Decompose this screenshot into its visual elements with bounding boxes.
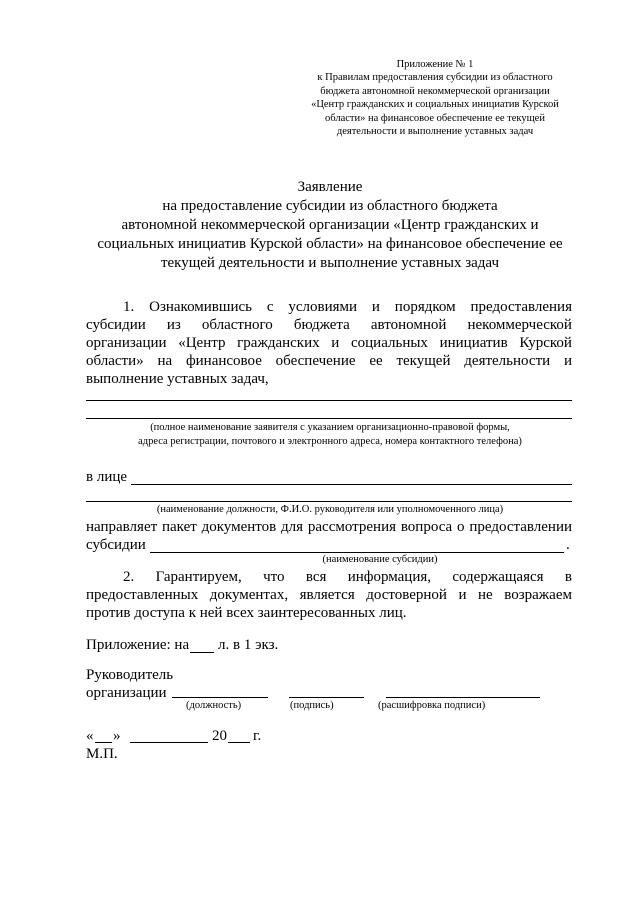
- position-field[interactable]: [172, 697, 268, 698]
- word: и: [371, 299, 380, 315]
- paragraph-line: [86, 568, 572, 586]
- word: пакет: [161, 519, 197, 535]
- word: «Центр: [178, 335, 226, 351]
- applicant-name-field-line-2[interactable]: [86, 418, 572, 419]
- date-year-prefix: 20: [212, 728, 227, 744]
- word: из: [166, 317, 181, 333]
- word: вся: [305, 569, 327, 585]
- word: предоставления: [470, 299, 572, 315]
- subsidy-end-dot: .: [566, 537, 570, 553]
- word: Курской: [519, 335, 572, 351]
- title-line: текущей деятельности и выполнение уставных задач: [160, 255, 500, 271]
- word: условиями: [288, 299, 358, 315]
- word: Гарантируем,: [155, 569, 242, 585]
- title-line: на предоставление субсидии из областного бюджета: [162, 198, 498, 214]
- word: порядком: [394, 299, 456, 315]
- paragraph-1: [86, 298, 572, 388]
- paragraph-line: [86, 352, 572, 370]
- word: на: [157, 353, 173, 369]
- word: текущей: [396, 353, 451, 369]
- position-caption: (должность): [186, 700, 242, 711]
- signature-field[interactable]: [289, 697, 364, 698]
- appendix-line: Приложение № 1: [396, 59, 474, 70]
- word: областного: [201, 317, 273, 333]
- stamp-label: М.П.: [86, 746, 118, 762]
- represented-by-label: в лице: [86, 469, 128, 485]
- word: ее: [369, 353, 383, 369]
- appendix-line: области» на финансовое обеспечение ее текущей: [325, 112, 545, 124]
- word: 1.: [123, 299, 135, 315]
- word: области»: [86, 353, 144, 369]
- word: документов: [201, 519, 277, 535]
- title-line: социальных инициатив Курской области» на финансовое обеспечение ее: [97, 236, 563, 252]
- word: выполнение уставных задач,: [86, 371, 269, 387]
- word: предоставлении: [469, 519, 572, 535]
- appendix-header: [270, 58, 600, 138]
- paragraph-line: [86, 604, 572, 622]
- word: для: [281, 519, 304, 535]
- applicant-name-field-line-1[interactable]: [86, 400, 572, 401]
- word: предоставленных: [86, 587, 199, 603]
- paragraph-line: [86, 316, 572, 334]
- appendix-line: бюджета автономной некоммерческой организации: [320, 85, 550, 97]
- date-year-suffix: г.: [253, 728, 262, 744]
- signature-head-label: Руководитель: [86, 667, 174, 683]
- date-close-quote: »: [113, 728, 121, 744]
- word: социальных: [350, 335, 428, 351]
- signature-decode-field[interactable]: [386, 697, 540, 698]
- word: и: [563, 353, 572, 369]
- document-title: [60, 178, 600, 273]
- word: деятельности: [464, 353, 551, 369]
- subsidy-label: субсидии: [86, 537, 146, 553]
- word: финансовое: [185, 353, 262, 369]
- word: содержащаяся: [452, 569, 544, 585]
- word: документах,: [209, 587, 289, 603]
- word: субсидии: [86, 317, 146, 333]
- appendix-line: деятельности и выполнение уставных задач: [336, 126, 534, 138]
- title-line: автономной некоммерческой организации «Центр гражданских и: [121, 217, 539, 233]
- date-day-field[interactable]: [95, 742, 112, 743]
- word: некоммерческой: [467, 317, 572, 333]
- word: возражаем: [504, 587, 572, 603]
- word: достоверной: [366, 587, 447, 603]
- word: инициатив: [439, 335, 508, 351]
- word: информация,: [347, 569, 432, 585]
- date-month-field[interactable]: [130, 742, 208, 743]
- decode-caption: (расшифровка подписи): [378, 700, 486, 711]
- word: вопроса: [400, 519, 453, 535]
- word: не: [478, 587, 493, 603]
- appendix-line: к Правилам предоставления субсидии из областного: [317, 72, 553, 84]
- subsidy-caption: (наименование субсидии): [322, 554, 438, 565]
- date-open-quote: «: [86, 728, 94, 744]
- word: о: [457, 519, 465, 535]
- caption-line: (полное наименование заявителя с указанием организационно-правовой формы,: [150, 422, 510, 433]
- paragraph-2: [86, 568, 572, 622]
- title-line: Заявление: [297, 179, 363, 195]
- word: что: [263, 569, 285, 585]
- word: направляет: [86, 519, 158, 535]
- word: является: [299, 587, 355, 603]
- paragraph-line: [86, 370, 572, 388]
- represented-by-caption: (наименование должности, Ф.И.О. руководителя или уполномоченного лица): [156, 504, 504, 515]
- caption-line: адреса регистрации, почтового и электронного адреса, номера контактного телефона): [138, 436, 522, 447]
- represented-by-field[interactable]: [131, 484, 572, 485]
- word: автономной: [370, 317, 447, 333]
- signature-org-label: организации: [86, 685, 167, 701]
- attachment-pages-field[interactable]: [190, 652, 214, 653]
- word: организации: [86, 335, 167, 351]
- word: обеспечение: [275, 353, 356, 369]
- applicant-caption: [60, 421, 600, 449]
- word: и: [331, 335, 340, 351]
- word: гражданских: [237, 335, 320, 351]
- word: 2.: [123, 569, 135, 585]
- word: с: [266, 299, 274, 315]
- sends-line: [86, 518, 572, 536]
- word: в: [564, 569, 572, 585]
- appendix-line: «Центр гражданских и социальных инициатив Курской: [311, 99, 559, 111]
- date-year-field[interactable]: [228, 742, 250, 743]
- word: рассмотрения: [307, 519, 397, 535]
- attachment-prefix: Приложение: на: [86, 637, 190, 653]
- word: бюджета: [293, 317, 350, 333]
- word: и: [458, 587, 467, 603]
- paragraph-line: [86, 298, 572, 316]
- represented-by-field-line-2[interactable]: [86, 501, 572, 502]
- attachment-suffix: л. в 1 экз.: [218, 637, 279, 653]
- paragraph-line: [86, 586, 572, 604]
- word: Ознакомившись: [149, 299, 252, 315]
- word: против доступа к ней всех заинтересованных лиц.: [86, 605, 407, 621]
- paragraph-line: [86, 334, 572, 352]
- sign-caption: (подпись): [290, 700, 334, 711]
